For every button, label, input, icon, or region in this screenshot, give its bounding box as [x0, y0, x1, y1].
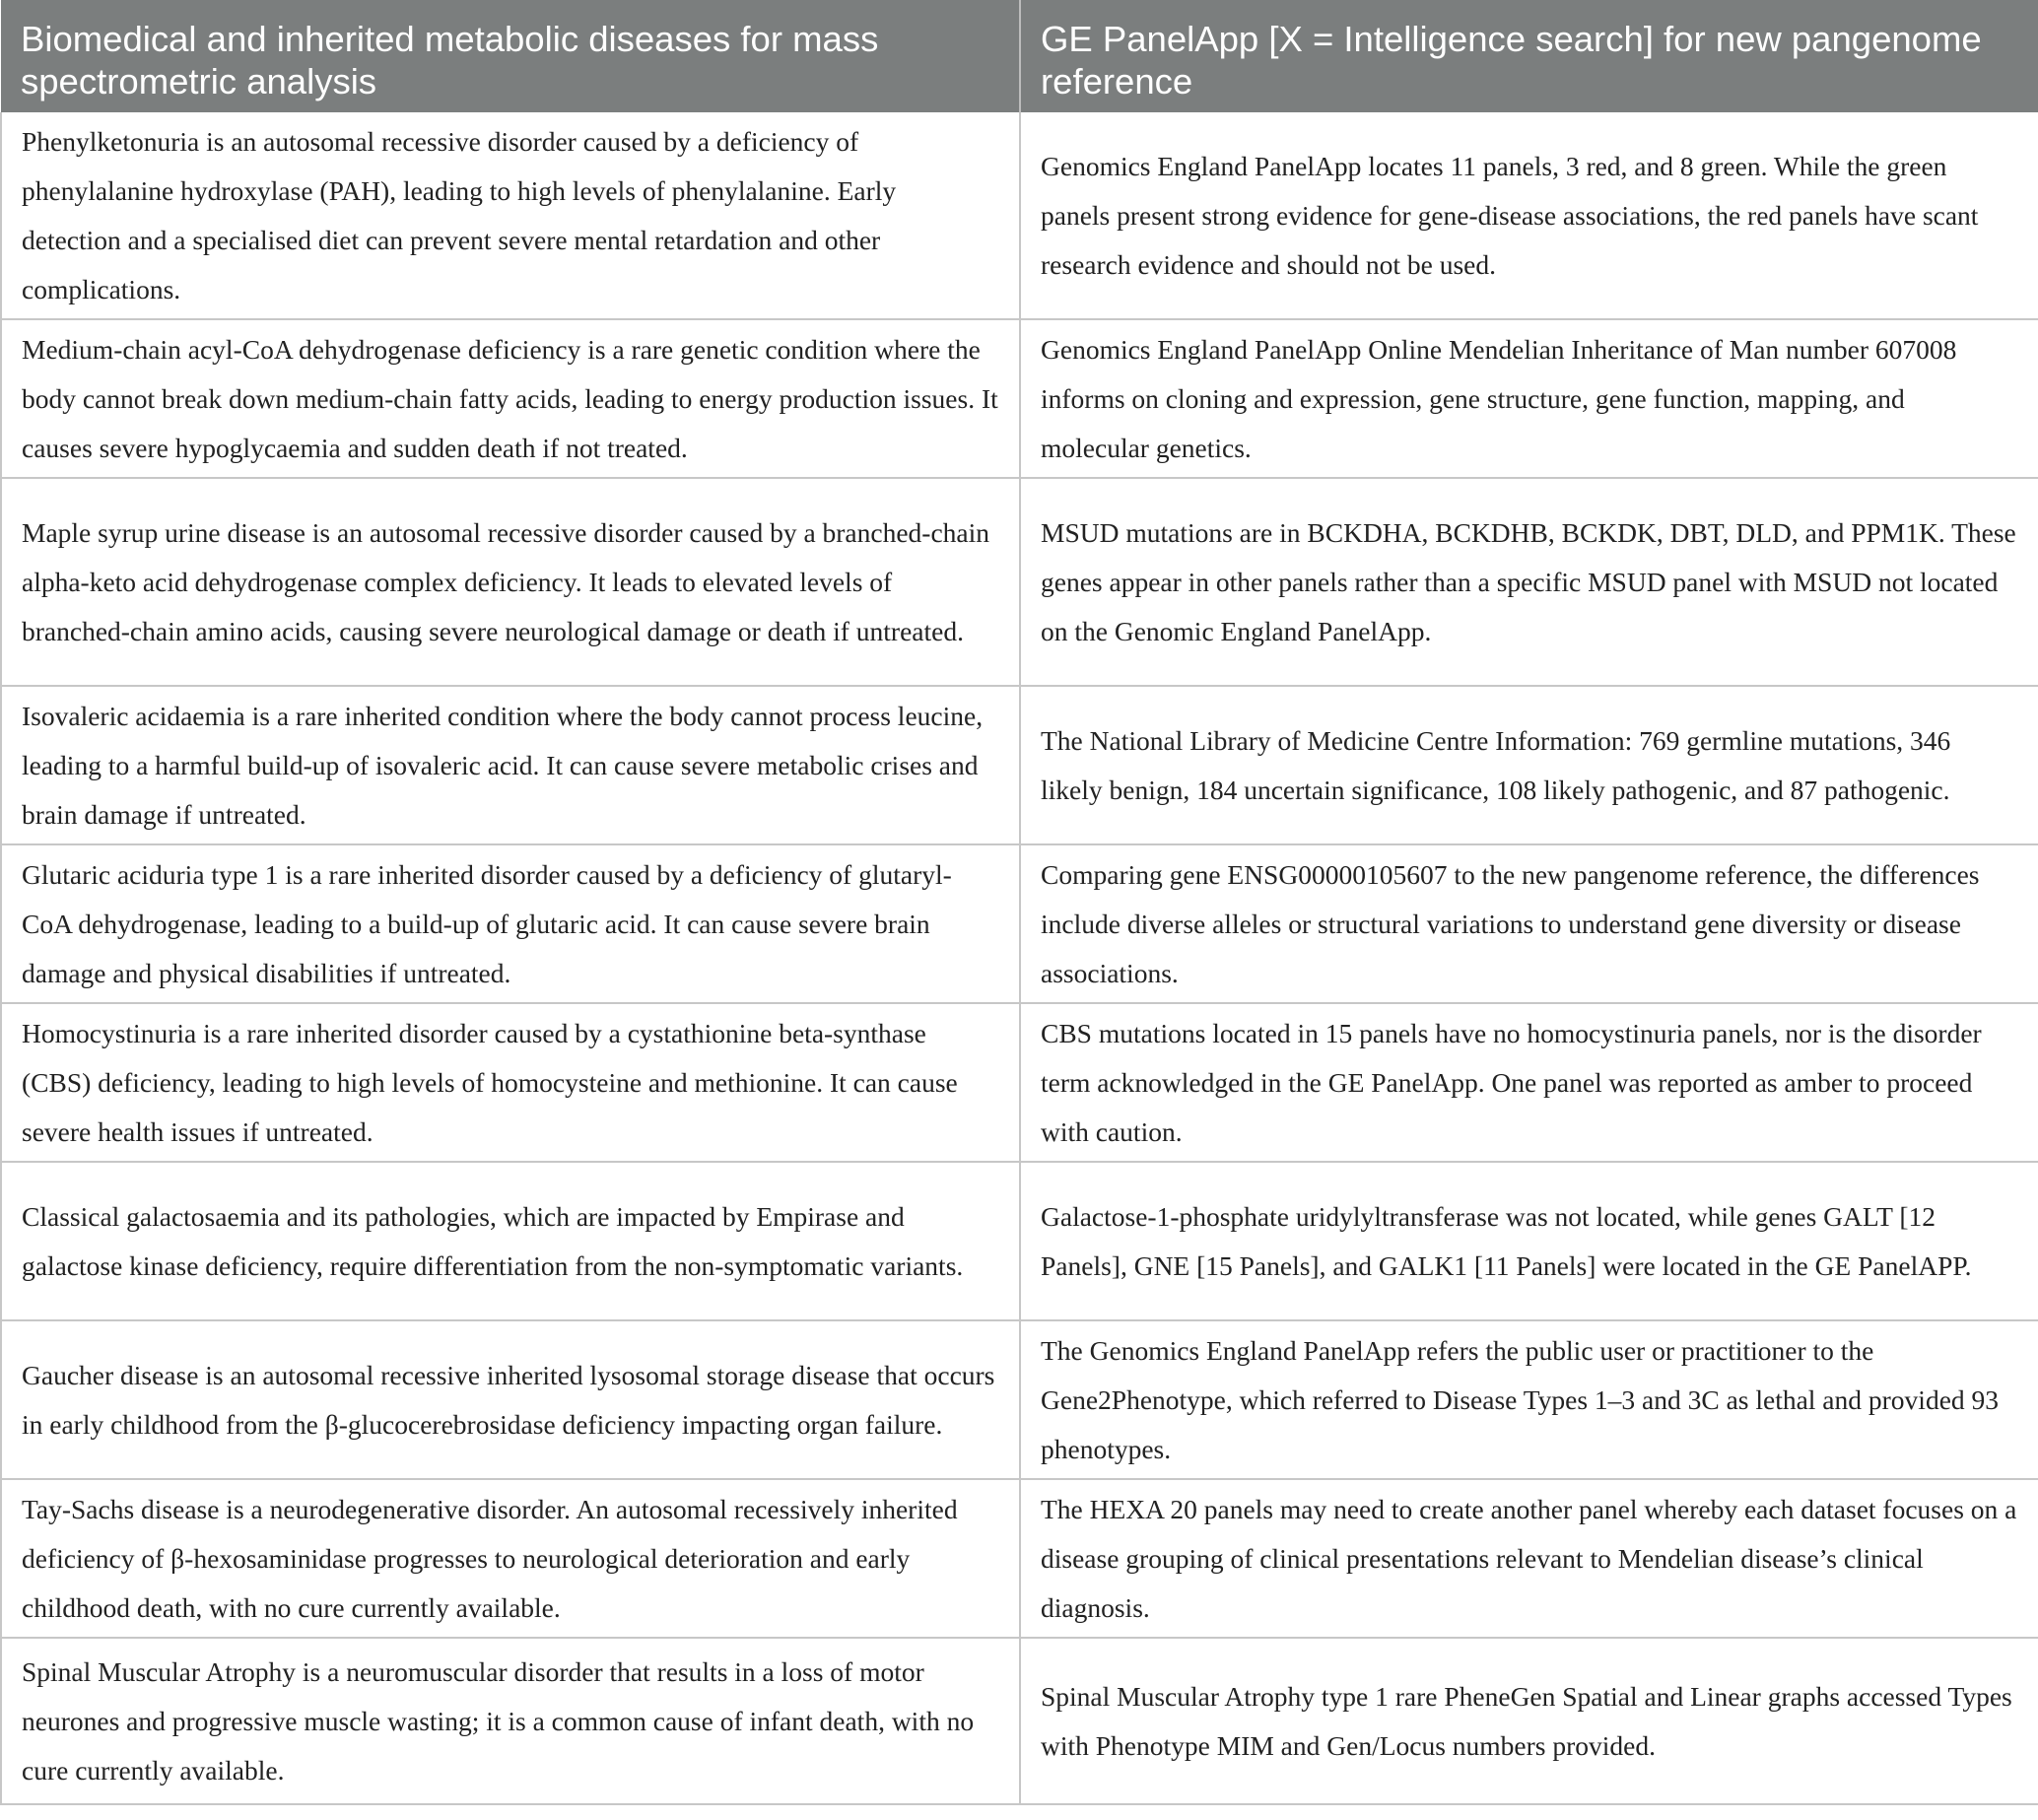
disease-cell: Maple syrup urine disease is an autosomal recessive disorder caused by a branched-chain alpha-keto acid dehydrogenase complex deficiency. It leads to elevated levels of branched-chain amino acids, causing severe neurological damage or death if untreated.	[1, 478, 1020, 686]
table-body	[1, 112, 2038, 1804]
disease-cell: Medium-chain acyl-CoA dehydrogenase deficiency is a rare genetic condition where the body cannot break down medium-chain fatty acids, leading to energy production issues. It causes severe hypoglycaemia and sudden death if not treated.	[1, 319, 1020, 478]
table-row	[1, 686, 2038, 844]
panelapp-cell: Spinal Muscular Atrophy type 1 rare PheneGen Spatial and Linear graphs accessed Types with Phenotype MIM and Gen/Locus numbers provided.	[1020, 1638, 2038, 1804]
disease-cell: Homocystinuria is a rare inherited disorder caused by a cystathionine beta-synthase (CBS) deficiency, leading to high levels of homocysteine and methionine. It can cause severe health issues if untreated.	[1, 1003, 1020, 1162]
table-row	[1, 1003, 2038, 1162]
panelapp-cell: Galactose-1-phosphate uridylyltransferase was not located, while genes GALT [12 Panels], GNE [15 Panels], and GALK1 [11 Panels] were located in the GE PanelAPP.	[1020, 1162, 2038, 1320]
table-row	[1, 319, 2038, 478]
panelapp-cell: MSUD mutations are in BCKDHA, BCKDHB, BCKDK, DBT, DLD, and PPM1K. These genes appear in other panels rather than a specific MSUD panel with MSUD not located on the Genomic England PanelApp.	[1020, 478, 2038, 686]
column-header-diseases: Biomedical and inherited metabolic diseases for mass spectrometric analysis	[1, 0, 1020, 112]
table-row	[1, 844, 2038, 1003]
panelapp-cell: Genomics England PanelApp locates 11 panels, 3 red, and 8 green. While the green panels present strong evidence for gene-disease associations, the red panels have scant research evidence and should not be used.	[1020, 112, 2038, 319]
table-row	[1, 1320, 2038, 1479]
table-row	[1, 1162, 2038, 1320]
disease-cell: Gaucher disease is an autosomal recessive inherited lysosomal storage disease that occurs in early childhood from the β-glucocerebrosidase deficiency impacting organ failure.	[1, 1320, 1020, 1479]
table-row	[1, 1479, 2038, 1638]
disease-cell: Spinal Muscular Atrophy is a neuromuscular disorder that results in a loss of motor neurones and progressive muscle wasting; it is a common cause of infant death, with no cure currently available.	[1, 1638, 1020, 1804]
disease-cell: Isovaleric acidaemia is a rare inherited condition where the body cannot process leucine, leading to a harmful build-up of isovaleric acid. It can cause severe metabolic crises and brain damage if untreated.	[1, 686, 1020, 844]
table-row	[1, 1638, 2038, 1804]
table-row	[1, 478, 2038, 686]
panelapp-cell: Genomics England PanelApp Online Mendelian Inheritance of Man number 607008 informs on cloning and expression, gene structure, gene function, mapping, and molecular genetics.	[1020, 319, 2038, 478]
panelapp-cell: The HEXA 20 panels may need to create another panel whereby each dataset focuses on a disease grouping of clinical presentations relevant to Mendelian disease’s clinical diagnosis.	[1020, 1479, 2038, 1638]
panelapp-cell: CBS mutations located in 15 panels have no homocystinuria panels, nor is the disorder term acknowledged in the GE PanelApp. One panel was reported as amber to proceed with caution.	[1020, 1003, 2038, 1162]
disease-cell: Classical galactosaemia and its pathologies, which are impacted by Empirase and galactose kinase deficiency, require differentiation from the non-symptomatic variants.	[1, 1162, 1020, 1320]
panelapp-cell: The National Library of Medicine Centre Information: 769 germline mutations, 346 likely benign, 184 uncertain significance, 108 likely pathogenic, and 87 pathogenic.	[1020, 686, 2038, 844]
disease-cell: Phenylketonuria is an autosomal recessive disorder caused by a deficiency of phenylalanine hydroxylase (PAH), leading to high levels of phenylalanine. Early detection and a specialised diet can prevent severe mental retardation and other complications.	[1, 112, 1020, 319]
header-row	[1, 0, 2038, 112]
column-header-panelapp: GE PanelApp [X = Intelligence search] for new pangenome reference	[1020, 0, 2038, 112]
table-header	[1, 0, 2038, 112]
disease-cell: Glutaric aciduria type 1 is a rare inherited disorder caused by a deficiency of glutaryl-CoA dehydrogenase, leading to a build-up of glutaric acid. It can cause severe brain damage and physical disabilities if untreated.	[1, 844, 1020, 1003]
table-row	[1, 112, 2038, 319]
panelapp-cell: The Genomics England PanelApp refers the public user or practitioner to the Gene2Phenotype, which referred to Disease Types 1–3 and 3C as lethal and provided 93 phenotypes.	[1020, 1320, 2038, 1479]
panelapp-cell: Comparing gene ENSG00000105607 to the new pangenome reference, the differences include diverse alleles or structural variations to understand gene diversity or disease associations.	[1020, 844, 2038, 1003]
disease-cell: Tay-Sachs disease is a neurodegenerative disorder. An autosomal recessively inherited deficiency of β-hexosaminidase progresses to neurological deterioration and early childhood death, with no cure currently available.	[1, 1479, 1020, 1638]
